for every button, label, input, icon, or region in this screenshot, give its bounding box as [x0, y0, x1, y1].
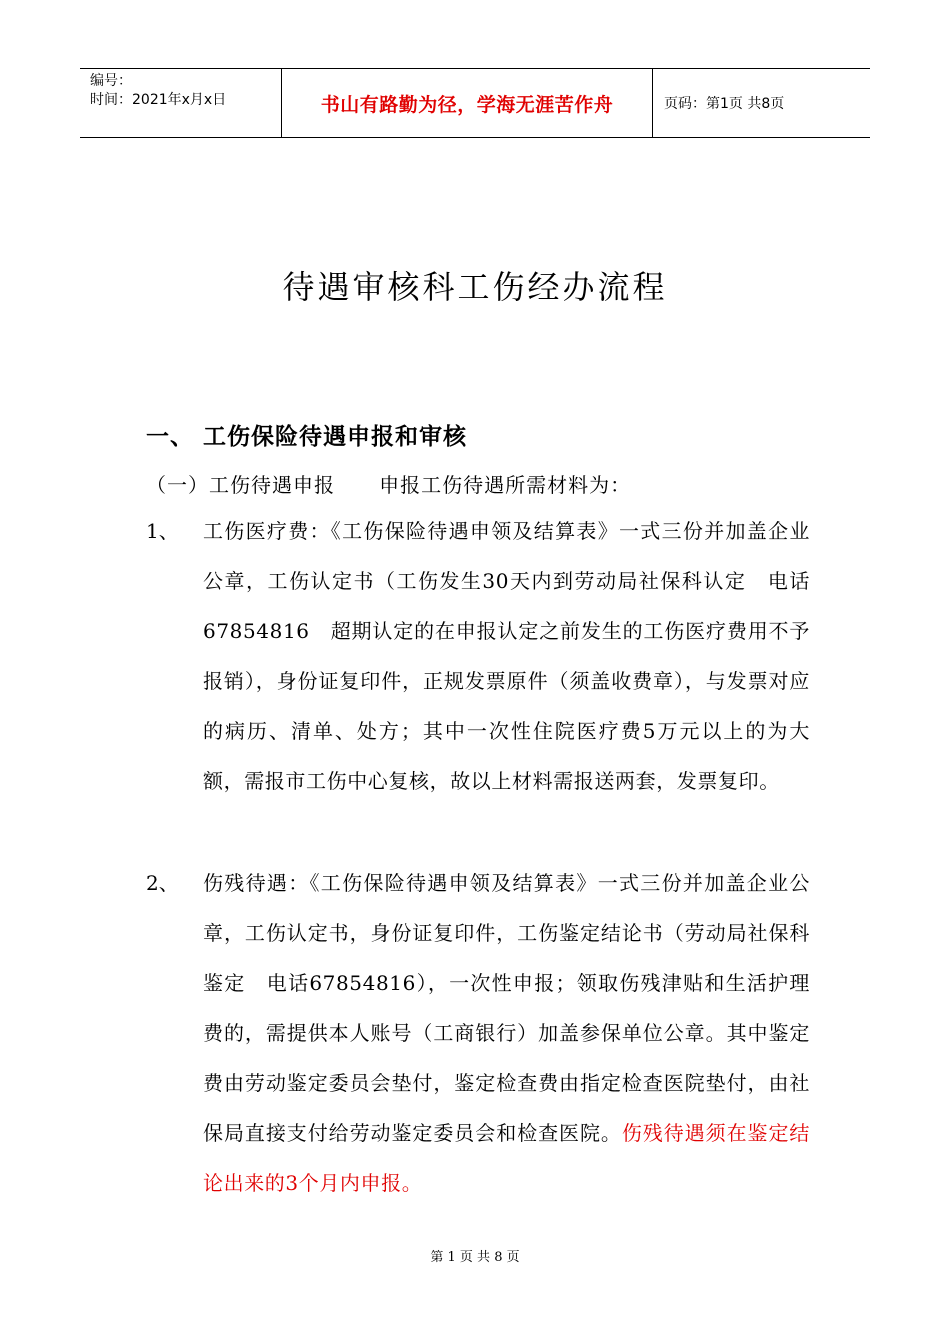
document-title: 待遇审核科工伤经办流程: [282, 268, 668, 306]
list-item-2: [146, 858, 810, 1208]
header-table: [80, 68, 870, 138]
header-left-cell: [80, 69, 281, 137]
section-heading: 一、 工伤保险待遇申报和审核: [146, 423, 468, 450]
list-item-text: 工伤医疗费：《工伤保险待遇申领及结算表》一式三份并加盖企业公章，工伤认定书（工伤发生30天内到劳动局社保科认定 电话67854816 超期认定的在申报认定之前发生的工伤医疗费用不予报销），身份证复印件，正规发票原件（须盖收费章），与发票对应的病历、清单、处方；其中一次性住院医疗费5万元以上的为大额，需报市工伤中心复核，故以上材料需报送两套，发票复印。: [203, 519, 810, 793]
date-label: 时间：2021年x月x日: [90, 92, 227, 108]
list-item-1: [146, 506, 810, 806]
deadline-highlight: 伤残待遇须在鉴定结论出来的3个月内申报。: [203, 1121, 811, 1195]
page-footer: 第 1 页 共 8 页: [430, 1250, 520, 1265]
list-item-text: 伤残待遇：《工伤保险待遇申领及结算表》一式三份并加盖企业公章，工伤认定书，身份证复印件，工伤鉴定结论书（劳动局社保科鉴定 电话67854816），一次性申报；领取伤残津贴和生活护理费的，需提供本人账号（工商银行）加盖参保单位公章。其中鉴定费由劳动鉴定委员会垫付，鉴定检查费由指定检查医院垫付，由社保局直接支付给劳动鉴定委员会和检查医院。: [203, 871, 810, 1145]
list-item-text-container: [203, 858, 810, 1208]
list-item-number: 2、: [146, 871, 179, 895]
subsection-heading: （一）工伤待遇申报 申报工伤待遇所需材料为：: [146, 473, 632, 497]
list-item-number: 1、: [146, 519, 179, 543]
number-label: 编号：: [90, 73, 132, 89]
header-page-info: 页码：第1页 共8页: [664, 96, 785, 112]
header-motto: 书山有路勤为径，学海无涯苦作舟: [281, 69, 653, 137]
